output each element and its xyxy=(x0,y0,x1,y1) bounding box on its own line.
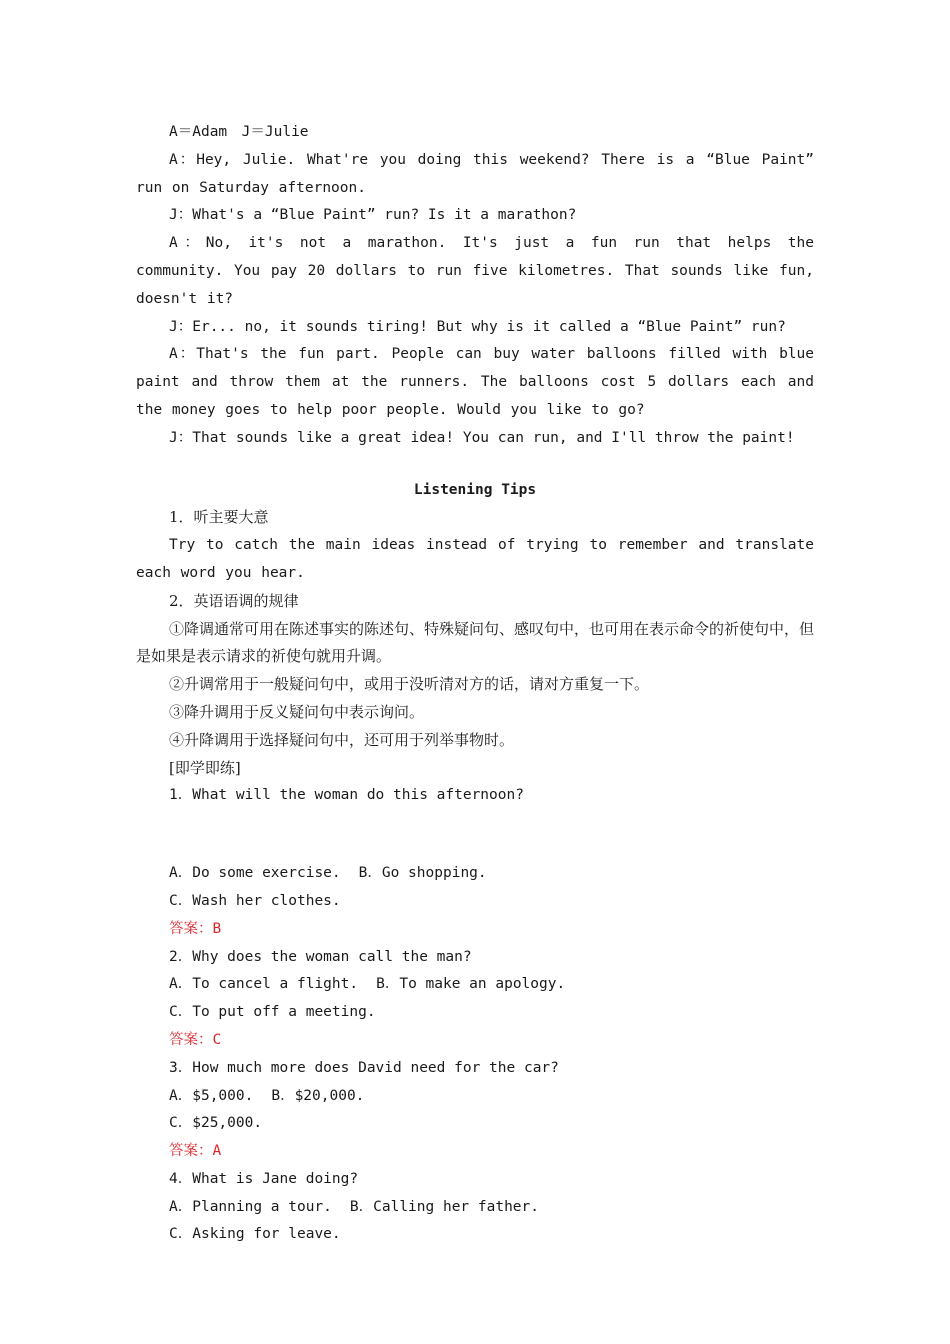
answer-label: 答案： xyxy=(169,920,213,937)
option-c: C．Asking for leave. xyxy=(169,1226,341,1243)
tip-title: 2．英语语调的规律 xyxy=(169,591,299,610)
section-heading: Listening Tips xyxy=(413,481,537,498)
option-c: C．To put off a meeting. xyxy=(169,1004,376,1021)
option-a: A．$5,000. xyxy=(169,1087,254,1104)
option-a: A．To cancel a flight. xyxy=(169,976,359,993)
options-row xyxy=(136,1194,814,1222)
option-b: B．To make an apology. xyxy=(376,976,566,993)
option-a: A．Do some exercise. xyxy=(169,865,341,882)
dialogue-line: J：That sounds like a great idea! You can run, and I'll throw the paint! xyxy=(169,429,795,446)
answer-value: C xyxy=(212,1031,222,1048)
options-row xyxy=(136,860,814,888)
answer-row xyxy=(136,1138,814,1166)
options-row xyxy=(136,1083,814,1111)
dialogue-line: A：No, it's not a marathon. It's just a fun run that helps the community. You pay 20 dollars to run five kilometres. That sounds like fun, doesn't it? xyxy=(136,235,814,307)
question-text: 4．What is Jane doing? xyxy=(169,1170,359,1187)
intonation-rule: ③降升调用于反义疑问句中表示询问。 xyxy=(169,702,425,721)
option-a: A．Planning a tour. xyxy=(169,1198,332,1215)
intonation-rule: ②升调常用于一般疑问句中，或用于没听清对方的话，请对方重复一下。 xyxy=(169,675,650,694)
answer-label: 答案： xyxy=(169,1143,213,1160)
document-page xyxy=(136,119,814,1249)
dialogue-line: J：Er... no, it sounds tiring! But why is it called a “Blue Paint” run? xyxy=(169,318,786,335)
intonation-rule: ①降调通常可用在陈述事实的陈述句、特殊疑问句、感叹句中，也可用在表示命令的祈使句中，但是如果是表示请求的祈使句就用升调。 xyxy=(136,619,815,666)
option-c: C．$25,000. xyxy=(169,1115,263,1132)
dialogue-line: J：What's a “Blue Paint” run? Is it a marathon? xyxy=(169,207,577,224)
question-text: 2．Why does the woman call the man? xyxy=(169,948,472,965)
speaker-legend: A＝Adam J＝Julie xyxy=(169,124,309,140)
answer-row xyxy=(136,916,814,944)
question-text: 1．What will the woman do this afternoon? xyxy=(169,787,524,804)
dialogue-line: A：That's the fun part. People can buy water balloons filled with blue paint and throw them at the runners. The balloons cost 5 dollars each and the money goes to help poor people. Would you like to go? xyxy=(136,346,814,418)
option-b: B．Calling her father. xyxy=(349,1198,540,1215)
tip-title: 1．听主要大意 xyxy=(169,508,269,527)
tip-body: Try to catch the main ideas instead of trying to remember and translate each word you hear. xyxy=(136,537,814,581)
question-text: 3．How much more does David need for the car? xyxy=(169,1059,559,1076)
option-b: B．Go shopping. xyxy=(358,865,487,882)
practice-label: [即学即练] xyxy=(169,758,241,777)
option-c: C．Wash her clothes. xyxy=(169,892,341,909)
answer-gap xyxy=(136,810,814,860)
intonation-rule: ④升降调用于选择疑问句中，还可用于列举事物时。 xyxy=(169,730,515,749)
answer-value: A xyxy=(212,1143,222,1160)
answer-value: B xyxy=(212,920,222,937)
dialogue-line: A：Hey, Julie. What're you doing this weekend? There is a “Blue Paint” run on Saturday afternoon. xyxy=(136,151,814,196)
options-row xyxy=(136,971,814,999)
option-b: B．$20,000. xyxy=(271,1087,365,1104)
answer-label: 答案： xyxy=(169,1031,213,1048)
answer-row xyxy=(136,1027,814,1055)
